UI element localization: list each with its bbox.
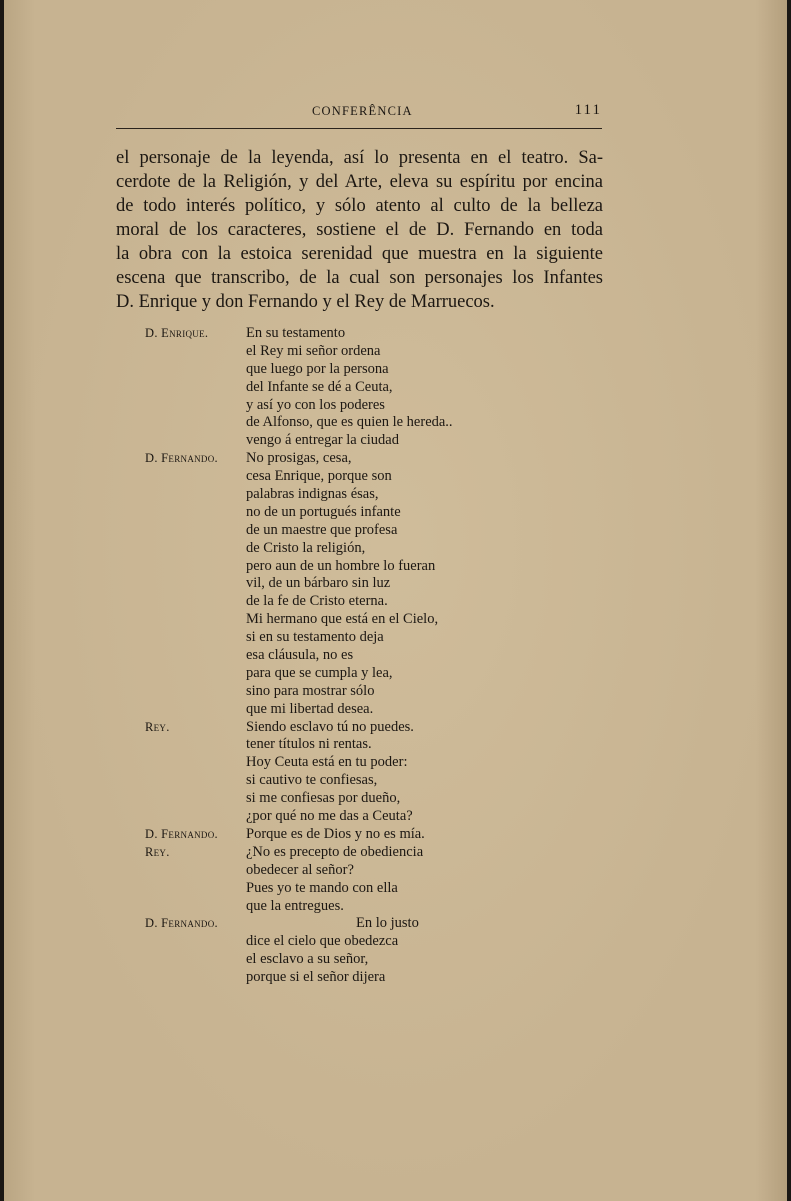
verse-text: que luego por la persona (246, 360, 389, 377)
verse-line (4, 593, 787, 611)
page-number: 111 (574, 102, 602, 118)
prose-line: el personaje de la leyenda, así lo presenta en el teatro. Sa- (116, 148, 603, 168)
verse-line (4, 468, 787, 486)
verse-text: pero aun de un hombre lo fueran (246, 557, 436, 574)
verse-text: palabras indignas ésas, (246, 486, 379, 503)
verse-line (4, 611, 787, 629)
verse-text: En lo justo (356, 915, 419, 932)
verse-line (4, 629, 787, 647)
verse-line (4, 325, 787, 343)
prose-line: D. Enrique y don Fernando y el Rey de Marruecos. (116, 292, 495, 312)
verse-line (4, 450, 787, 468)
verse-text: que la entregues. (246, 897, 344, 914)
verse-line (4, 862, 787, 880)
verse-line (4, 343, 787, 361)
verse-line (4, 969, 787, 987)
verse-line (4, 790, 787, 808)
verse-line (4, 540, 787, 558)
verse-line (4, 736, 787, 754)
verse-text: de la fe de Cristo eterna. (246, 593, 388, 610)
verse-text: tener títulos ni rentas. (246, 736, 372, 753)
verse-text: y así yo con los poderes (246, 396, 385, 413)
verse-text: En su testamento (246, 325, 346, 341)
verse-line (4, 683, 787, 701)
verse-text: de Alfonso, que es quien le hereda.. (246, 414, 453, 431)
speaker-name: D. Fernando. (145, 451, 218, 466)
verse-line (4, 397, 787, 415)
verse-text: vil, de un bárbaro sin luz (246, 575, 391, 592)
verse-text: para que se cumpla y lea, (246, 664, 393, 681)
verse-text: porque si el señor dijera (246, 969, 386, 986)
verse-line (4, 898, 787, 916)
verse-line (4, 826, 787, 844)
verse-line (4, 647, 787, 665)
verse-text: si me confiesas por dueño, (246, 790, 401, 807)
verse-text: de Cristo la religión, (246, 539, 366, 556)
dramatic-verse (4, 325, 787, 987)
speaker-name: D. Fernando. (145, 916, 218, 931)
verse-line (4, 701, 787, 719)
verse-line (4, 880, 787, 898)
verse-line (4, 754, 787, 772)
verse-line (4, 361, 787, 379)
verse-line (4, 772, 787, 790)
speaker-name: D. Fernando. (145, 826, 218, 841)
speaker-name: Rey. (145, 719, 170, 734)
verse-text: del Infante se dé a Ceuta, (246, 378, 393, 395)
verse-text: ¿No es precepto de obediencia (246, 843, 424, 860)
verse-text: ¿por qué no me das a Ceuta? (246, 808, 413, 825)
verse-line (4, 933, 787, 951)
verse-line (4, 379, 787, 397)
verse-line (4, 915, 787, 933)
speaker-name: Rey. (145, 844, 170, 859)
verse-line (4, 665, 787, 683)
running-head: CONFERÊNCIA (312, 104, 413, 118)
verse-text: Mi hermano que está en el Cielo, (246, 611, 439, 628)
verse-text: Siendo esclavo tú no puedes. (246, 718, 414, 735)
verse-line (4, 432, 787, 450)
verse-text: vengo á entregar la ciudad (246, 432, 399, 449)
prose-line: de todo interés político, y sólo atento al culto de la belleza (116, 196, 603, 216)
verse-line (4, 504, 787, 522)
verse-text: sino para mostrar sólo (246, 682, 375, 699)
verse-line (4, 951, 787, 969)
verse-text: si en su testamento deja (246, 629, 384, 646)
verse-text: esa cláusula, no es (246, 647, 354, 664)
verse-text: dice el cielo que obedezca (246, 933, 399, 950)
verse-line (4, 844, 787, 862)
book-page (4, 0, 787, 1201)
verse-line (4, 414, 787, 432)
prose-paragraph (116, 146, 603, 314)
verse-text: el Rey mi señor ordena (246, 342, 381, 359)
prose-line: la obra con la estoica serenidad que muestra en la siguiente (116, 244, 603, 264)
verse-line (4, 808, 787, 826)
prose-line: escena que transcribo, de la cual son personajes los Infantes (116, 268, 603, 288)
verse-text: obedecer al señor? (246, 861, 354, 878)
prose-line: cerdote de la Religión, y del Arte, eleva su espíritu por encina (116, 172, 603, 192)
prose-line: moral de los caracteres, sostiene el de D. Fernando en toda (116, 220, 603, 240)
verse-text: No prosigas, cesa, (246, 450, 352, 467)
verse-text: Pues yo te mando con ella (246, 879, 398, 896)
verse-text: si cautivo te confiesas, (246, 772, 378, 789)
speaker-name: D. Enrique. (145, 326, 209, 340)
verse-line (4, 719, 787, 737)
verse-text: no de un portugués infante (246, 503, 401, 520)
verse-text: que mi libertad desea. (246, 700, 374, 717)
page-header (116, 104, 602, 129)
verse-line (4, 558, 787, 576)
verse-text: de un maestre que profesa (246, 521, 398, 538)
verse-text: el esclavo a su señor, (246, 951, 369, 968)
verse-line (4, 522, 787, 540)
verse-text: Porque es de Dios y no es mía. (246, 825, 425, 842)
verse-line (4, 575, 787, 593)
verse-line (4, 486, 787, 504)
verse-text: Hoy Ceuta está en tu poder: (246, 754, 408, 771)
verse-text: cesa Enrique, porque son (246, 468, 392, 485)
